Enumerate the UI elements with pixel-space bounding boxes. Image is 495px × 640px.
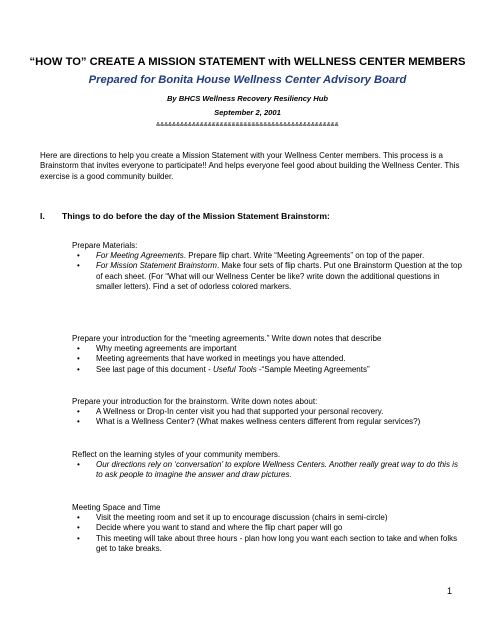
- section-1-heading: [40, 211, 470, 221]
- intro-paragraph: Here are directions to help you create a Mission Statement with your Wellness Center members. This process is a Brainstorm that invites everyone to participate!! And helps everyone feel good about building the Wellness Center. This exercise is a good community builder.: [40, 151, 460, 181]
- list-item: [72, 251, 462, 261]
- list-item: • What is a Wellness Center? (What makes wellness centers different from regular services?): [72, 417, 462, 427]
- learning-label: Reflect on the learning styles of your community members.: [72, 450, 281, 459]
- list-item: • A Wellness or Drop-In center visit you had that supported your personal recovery.: [72, 407, 462, 417]
- item-emphasis: Useful Tools: [212, 364, 257, 374]
- item-text: See last page of this document -: [96, 364, 213, 374]
- list-item: [72, 261, 462, 292]
- materials-block: [72, 241, 462, 292]
- item-text: . Make four sets of flip charts. Put one Brainstorm Question at the top of each sheet. (For “What will our Wellness Center be like? write down the additional questions in smaller letters). Find a set of odorless colored markers.: [96, 261, 462, 291]
- meeting-block: [72, 503, 462, 554]
- separator-line: &&&&&&&&&&&&&&&&&&&&&&&&&&&&&&&&&&&&&&&&&&&&&&: [156, 122, 339, 128]
- list-item: • Meeting agreements that have worked in meetings you have attended.: [72, 354, 462, 364]
- agreements-block: [72, 334, 462, 375]
- page-number: 1: [447, 586, 453, 596]
- meeting-label: Meeting Space and Time: [72, 503, 161, 512]
- list-item: • Visit the meeting room and set it up to encourage discussion (chairs in semi-circle): [72, 513, 462, 523]
- learning-block: [72, 450, 462, 481]
- document-title: “HOW TO” CREATE A MISSION STATEMENT with WELLNESS CENTER MEMBERS: [29, 56, 466, 68]
- document-subtitle: Prepared for Bonita House Wellness Center Advisory Board: [88, 74, 407, 86]
- byline: By BHCS Wellness Recovery Resiliency Hub: [166, 94, 329, 103]
- item-emphasis: For Meeting Agreements: [96, 251, 184, 261]
- item-text: . Prepare flip chart. Write “Meeting Agreements” on top of the paper.: [183, 251, 425, 261]
- list-item: • Decide where you want to stand and where the flip chart paper will go: [72, 523, 462, 533]
- list-item: • This meeting will take about three hours - plan how long you want each section to take and when folks get to take breaks.: [72, 534, 462, 554]
- list-item: [72, 365, 462, 375]
- brainstorm-block: [72, 397, 462, 428]
- section-title: Things to do before the day of the Mission Statement Brainstorm:: [62, 211, 330, 221]
- document-date: September 2, 2001: [214, 108, 281, 117]
- item-text: -“Sample Meeting Agreements”: [256, 364, 370, 374]
- brainstorm-label: Prepare your introduction for the brainstorm. Write down notes about:: [72, 397, 318, 406]
- list-item: • Our directions rely on ‘conversation’ to explore Wellness Centers. Another really great way to do this is to ask people to imagine the answer and draw pictures.: [72, 460, 462, 480]
- agreements-label: Prepare your introduction for the “meeting agreements.” Write down notes that describe: [72, 334, 382, 343]
- materials-label: Prepare Materials:: [72, 241, 138, 250]
- item-emphasis: For Mission Statement Brainstorm: [96, 261, 217, 271]
- list-item: • Why meeting agreements are important: [72, 344, 462, 354]
- section-number: I.: [40, 211, 45, 221]
